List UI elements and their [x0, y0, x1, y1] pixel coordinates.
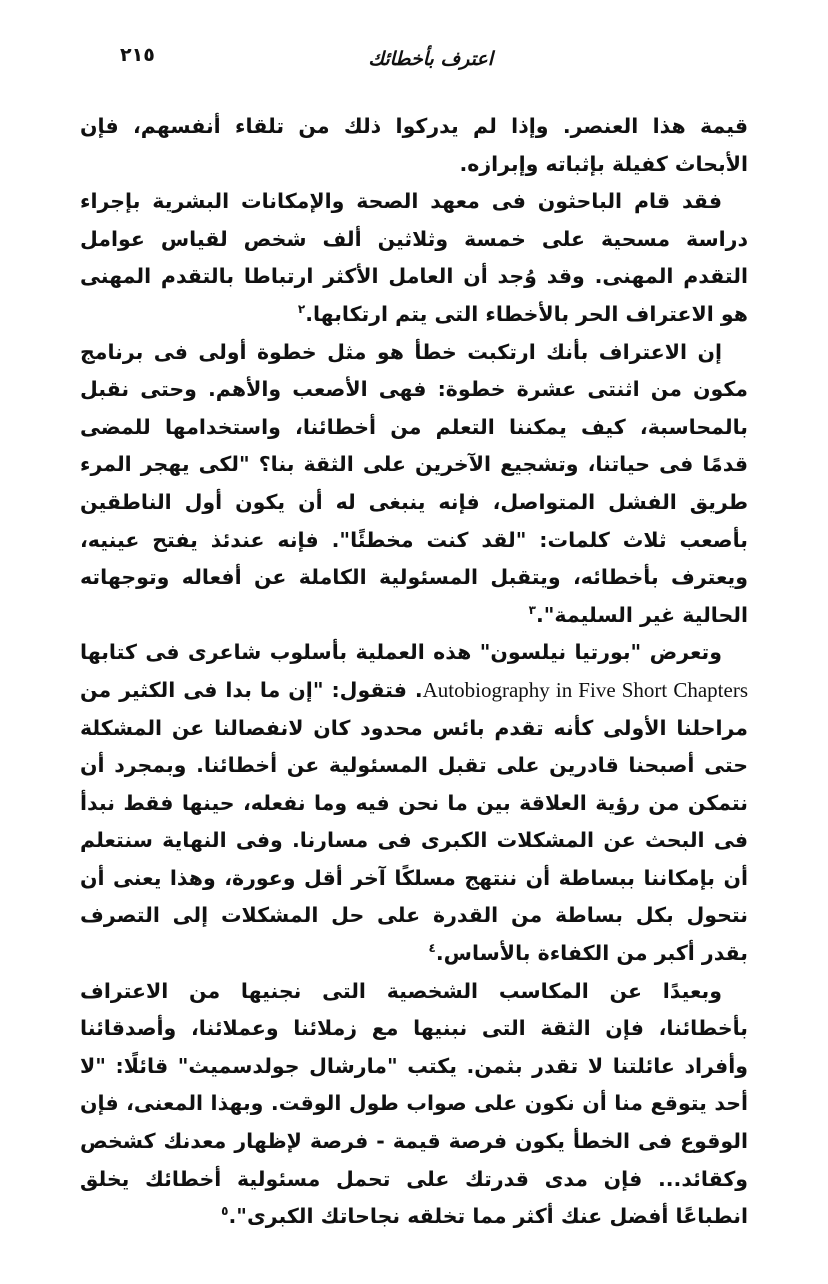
footnote-ref: ٣ — [528, 602, 536, 617]
book-title: Autobiography in Five Short Chapters — [422, 677, 748, 702]
paragraph-1: قيمة هذا العنصر. وإذا لم يدركوا ذلك من تلقاء أنفسهم، فإن الأبحاث كفيلة بإثباته وإبرازه. — [80, 114, 748, 176]
footnote-ref: ٢ — [297, 302, 306, 317]
page-number: ٢١٥ — [120, 44, 155, 66]
page-body — [80, 108, 748, 1236]
paragraph-2: فقد قام الباحثون فى معهد الصحة والإمكانات البشرية بإجراء دراسة مسحية على خمسة وثلاثين ألف شخص لقياس عوامل التقدم المهنى. وقد وُجد أن العامل الأكثر ارتباطا بالتقدم المهنى هو الاعتراف الحر بالأخطاء التى يتم ارتكابها.$^٢$ — [80, 189, 748, 326]
paragraph-4: وتعرض "بورتيا نيلسون" هذه العملية بأسلوب شاعرى فى كتابها Autobiography in Five Short Chapters. فتقول: "إن ما بدا فى الكثير من مراحلنا الأولى كأنه تقدم بائس محدود كان لانفصالنا عن المشكلة حتى أصبحنا قادرين على تقبل المسئولية عن أخطائنا. وبمجرد أن نتمكن من رؤية العلاقة بين ما نحن فيه وما نفعله، حينها فقط نبدأ فى البحث عن المشكلات الكبرى فى مسارنا. وفى النهاية سنتعلم أن بإمكاننا ببساطة أن ننتهج مسلكًا آخر أقل وعورة، وهذا يعنى أن نتحول بكل بساطة من القدرة على حل المشكلات إلى التصرف بقدر أكبر من الكفاءة بالأساس.$^٤$ — [80, 640, 748, 966]
paragraph-5: وبعيدًا عن المكاسب الشخصية التى نجنيها من الاعتراف بأخطائنا، فإن الثقة التى نبنيها مع زملائنا وعملائنا، وأصدقائنا وأفراد عائلتنا لا تقدر بثمن. يكتب "مارشال جولدسميث" قائلًا: "لا أحد يتوقع منا أن نكون على صواب طول الوقت. وبهذا المعنى، فإن الوقوع فى الخطأ يكون فرصة قيمة - فرصة لإظهار معدنك كشخص وكقائد... فإن مدى قدرتك على تحمل مسئولية أخطائك يخلق انطباعًا أفضل عنك أكثر مما تخلقه نجاحاتك الكبرى".$^٥$ — [80, 978, 748, 1229]
running-title: اعترف بأخطائك — [368, 48, 493, 70]
footnote-ref: ٥ — [221, 1204, 229, 1219]
paragraph-3: إن الاعتراف بأنك ارتكبت خطأ هو مثل خطوة أولى فى برنامج مكون من اثنتى عشرة خطوة: فهى الأصعب والأهم. وحتى نقبل بالمحاسبة، كيف يمكننا التعلم من أخطائنا، واستخدامها للمضى قدمًا فى حياتنا، وتشجيع الآخرين على الثقة بنا؟ "لكى يهجر المرء طريق الفشل المتواصل، فإنه ينبغى له أن يكون أول الناطقين بأصعب ثلاث كلمات: "لقد كنت مخطئًا". فإنه عندئذ يفتح عينيه، ويعترف بأخطائه، ويتقبل المسئولية الكاملة عن أفعاله وتوجهاته الحالية غير السليمة".$^٣$ — [80, 339, 748, 627]
footnote-ref: ٤ — [428, 941, 436, 956]
page-header — [120, 44, 743, 78]
